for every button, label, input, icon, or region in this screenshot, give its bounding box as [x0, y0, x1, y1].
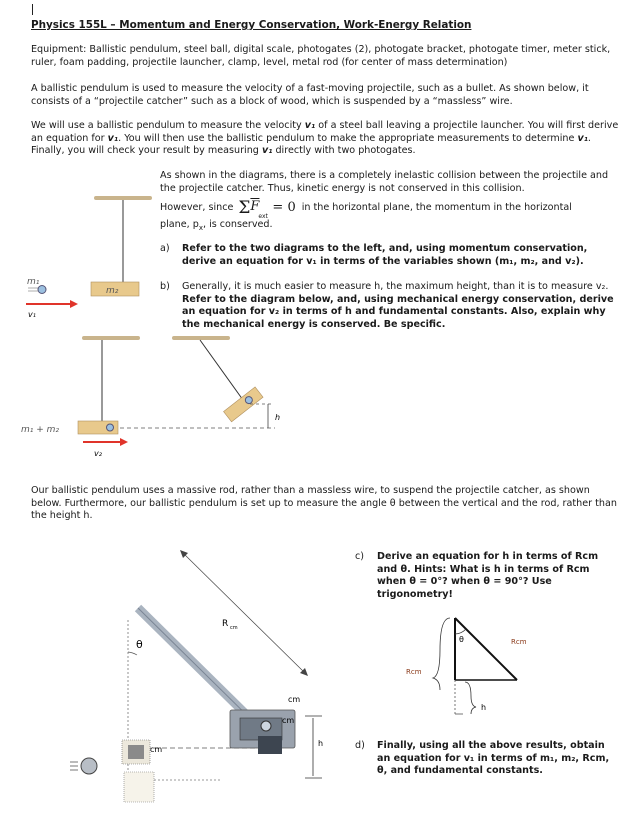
question-d: d) Finally, using all the above results, obtain an equation for v₁ in terms of m₁, m₂, Rcm, θ, and fundamental constants.	[355, 740, 610, 777]
collision-text: As shown in the diagrams, there is a completely inelastic collision between the projectile and the projectile catcher. Thus, kinetic energy is not conserved in this collision.	[160, 170, 609, 194]
swung-block	[224, 387, 264, 422]
v1-label: v₁	[28, 310, 36, 319]
theta-arc-small	[455, 629, 466, 634]
plane-line: plane, $p_x$, is conserved.	[160, 219, 273, 232]
v2-label: v₂	[94, 449, 102, 458]
intro-text: A ballistic pendulum is used to measure the velocity of a fast-moving projectile, such as a bullet. As shown below, it consists of a “projectile catcher” such as a block of wood, which is suspended by a “massless” wire.	[31, 83, 589, 107]
embedded-ball-icon	[107, 424, 114, 431]
triangle-diagram	[395, 610, 565, 725]
rcm-sub-label: cm	[230, 625, 238, 631]
pendulum-after-diagram	[20, 328, 295, 473]
ceiling-bar-2	[172, 336, 230, 340]
cm-label-2: cm	[282, 716, 295, 725]
m1m2-label: m₁ + m₂	[21, 425, 60, 435]
cm-label-1: cm	[288, 695, 301, 704]
rcm-label-vertical: Rcm	[406, 668, 422, 676]
m2-label: m₂	[106, 286, 119, 296]
rcm-label: R	[222, 619, 229, 629]
h-label-rod: h	[318, 739, 324, 748]
rcm-dimension	[182, 552, 306, 674]
pendulum-before-diagram	[20, 186, 160, 321]
ceiling-bar-1	[82, 336, 140, 340]
text-cursor	[32, 4, 33, 15]
launcher-mount	[124, 772, 154, 802]
equipment-text: Equipment: Ballistic pendulum, steel ball, digital scale, photogates (2), photogate bracket, photogate timer, meter stick, ruler, foam padding, projectile launcher, clamp, level, metal rod (for center of mass determination)	[31, 44, 611, 68]
ceiling-bar	[94, 196, 152, 200]
theta-label: θ	[136, 638, 143, 651]
however-line: However, since Σ $\overline{F}$ ext = 0 in the horizontal plane, the momentum in the horizontal	[160, 197, 572, 221]
v1-arrow-icon	[26, 300, 78, 308]
launcher-ball-icon	[70, 758, 97, 774]
theta-label-small: θ	[459, 635, 464, 644]
rcm-brace	[433, 618, 450, 690]
cm-label-3: cm	[150, 745, 163, 754]
theta-arc	[128, 652, 137, 655]
h-label: h	[275, 413, 281, 422]
hypotenuse	[455, 618, 517, 680]
pivot-bracket	[122, 740, 150, 764]
page-title: Physics 155L – Momentum and Energy Conservation, Work-Energy Relation	[31, 19, 472, 31]
h-label-small: h	[481, 703, 487, 712]
wire-swung	[200, 340, 243, 400]
m1-label: m₁	[27, 277, 40, 287]
v2-arrow-icon	[83, 438, 128, 446]
question-c: c) Derive an equation for h in terms of Rcm and θ. Hints: What is h in terms of Rcm when θ = 0°? when θ = 90°? Use trigonometry!	[355, 551, 599, 600]
question-b: b) Generally, it is much easier to measure h, the maximum height, than it is to measure v₂. Refer to the diagram below, and, using mechanical energy conservation, derive an equation for v₂ in terms of h and fundamental constants. Also, explain why the mechanical energy is conserved. Be specific.	[160, 281, 614, 330]
rod-paragraph: Our ballistic pendulum uses a massive rod, rather than a massless wire, to suspend the projectile catcher, as shown below. Furthermore, our ballistic pendulum is set up to measure the angle θ between the vertical and the rod, rather than the height h.	[31, 485, 617, 522]
rcm-label-hyp: Rcm	[511, 638, 527, 646]
h-brace	[465, 682, 476, 714]
plan-text: We will use a ballistic pendulum to measure the velocity v₁ of a steel ball leaving a projectile launcher. You will first derive an equation for v₁. You will then use the ballistic pendulum to make the appropriate measurements to determine v₁. Finally, you will check your result by measuring v₁ directly with two photogates.	[31, 120, 619, 157]
question-a: a) Refer to the two diagrams to the left, and, using momentum conservation, derive an equation for v₁ in terms of the variables shown (m₁, m₂, and v₂).	[160, 243, 588, 267]
rod-pendulum-diagram	[70, 540, 350, 810]
